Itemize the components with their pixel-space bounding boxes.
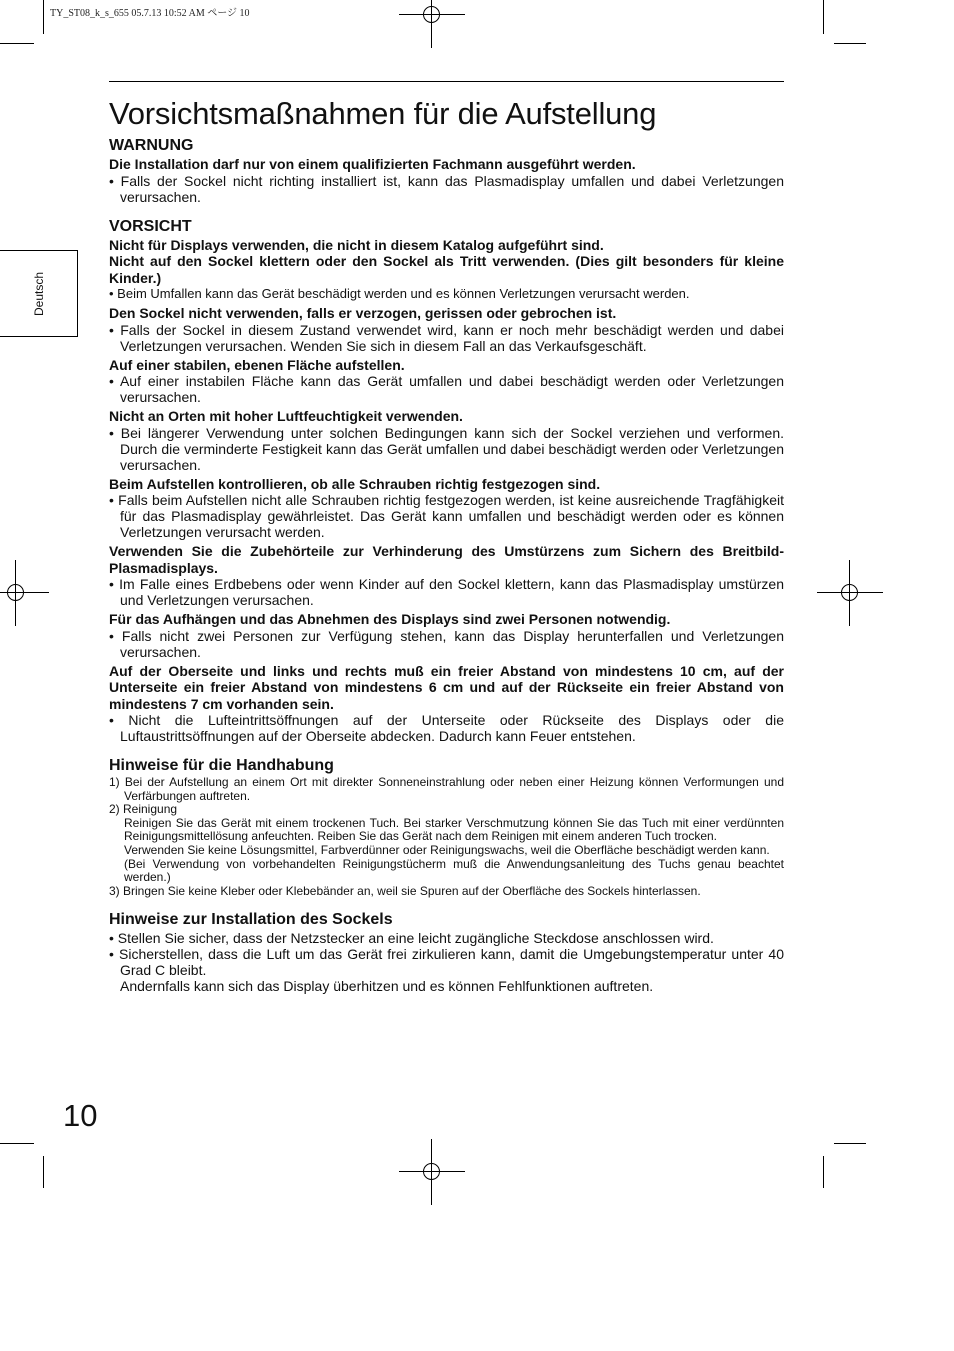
- installation-bullet: • Sicherstellen, dass die Luft um das Gerät frei zirkulieren kann, damit die Umgebungstemperatur unter 40 Grad C bleibt.: [109, 946, 784, 979]
- vorsicht-bullet: • Falls beim Aufstellen nicht alle Schrauben richtig festgezogen werden, ist keine ausreichende Tragfähigkeit für das Plasmadisplay gewährleistet. Das Gerät kann umfallen und beschädigt werden oder es können Verletzungen verursacht werden.: [109, 492, 784, 540]
- installation-heading: Hinweise zur Installation des Sockels: [109, 911, 393, 929]
- page-title: Vorsichtsmaßnahmen für die Aufstellung: [109, 96, 657, 131]
- registration-mark: [399, 1139, 465, 1205]
- vorsicht-bold: Nicht auf den Sockel klettern oder den Sockel als Tritt verwenden. (Dies gilt besonders für kleine Kinder.): [109, 253, 784, 286]
- crop-mark: [43, 0, 44, 34]
- warnung-bullet: • Falls der Sockel nicht richting installiert ist, kann das Plasmadisplay umfallen und dabei Verletzungen verursachen.: [109, 172, 784, 205]
- handhabung-heading: Hinweise für die Handhabung: [109, 757, 334, 774]
- top-rule: [109, 81, 784, 82]
- list-item: 2) Reinigung: [109, 802, 178, 817]
- list-item: 1) Bei der Aufstellung an einem Ort mit direkter Sonneneinstrahlung oder neben einer Heizung können Verformungen und Verfärbungen auftreten.: [109, 775, 784, 803]
- crop-mark: [0, 43, 34, 44]
- registration-mark: [817, 560, 883, 626]
- crop-mark: [823, 0, 824, 34]
- warnung-heading: WARNUNG: [109, 137, 194, 154]
- vorsicht-bold: Für das Aufhängen und das Abnehmen des Displays sind zwei Personen notwendig.: [109, 611, 671, 627]
- list-item: 3) Bringen Sie keine Kleber oder Klebebänder an, weil sie Spuren auf der Oberfläche des Sockels hinterlassen.: [109, 883, 701, 898]
- crop-mark: [834, 1143, 866, 1144]
- vorsicht-bold: Nicht für Displays verwenden, die nicht in diesem Katalog aufgeführt sind.: [109, 236, 604, 253]
- page-content: [109, 96, 784, 994]
- warnung-bold: Die Installation darf nur von einem qualifizierten Fachmann ausgeführt werden.: [109, 156, 636, 172]
- crop-mark: [823, 1156, 824, 1188]
- crop-mark: [0, 1143, 34, 1144]
- vorsicht-bold: Auf einer stabilen, ebenen Fläche aufstellen.: [109, 356, 405, 373]
- vorsicht-bullet: • Nicht die Lufteintrittsöffnungen auf der Unterseite oder Rückseite des Displays oder die Luftaustrittsöffnungen auf der Oberseite abdecken. Dadurch kann Feuer entstehen.: [109, 712, 784, 744]
- print-job-info: TY_ST08_k_s_655 05.7.13 10:52 AM ページ 10: [50, 8, 250, 19]
- crop-mark: [834, 43, 866, 44]
- list-item-text: Verwenden Sie keine Lösungsmittel, Farbverdünner oder Reinigungswachs, weil die Oberfläche beschädigt werden kann.: [124, 842, 770, 857]
- vorsicht-bold: Auf der Oberseite und links und rechts muß ein freier Abstand von mindestens 10 cm, auf der Unterseite ein freier Abstand von mindestens 6 cm und auf der Rückseite ein freier Abstand von mindestens 7 cm vorhanden sein.: [109, 662, 784, 712]
- registration-mark: [399, 0, 465, 48]
- handhabung-list: [109, 776, 784, 898]
- page-number: 10: [63, 1098, 98, 1133]
- crop-mark: [43, 1156, 44, 1188]
- list-item-text: (Bei Verwendung von vorbehandelten Reinigungstücherm muß die Anwendungsanleitung des Tuchs genau beachtet werden.): [124, 856, 784, 885]
- list-item-text: Reinigen Sie das Gerät mit einem trockenen Tuch. Bei starker Verschmutzung können Sie das Tuch mit einer verdünnten Reinigungsmittellösung anfeuchten. Reiben Sie das Gerät nach dem Reinigen mit einem anderen Tuch trocken.: [124, 815, 784, 844]
- language-tab: [0, 250, 78, 337]
- vorsicht-bold: Nicht an Orten mit hoher Luftfeuchtigkeit verwenden.: [109, 408, 463, 424]
- vorsicht-bold: Verwenden Sie die Zubehörteile zur Verhinderung des Umstürzens zum Sichern des Breitbild-Plasmadisplays.: [109, 543, 784, 576]
- installation-bullet-cont: Andernfalls kann sich das Display überhitzen und es können Fehlfunktionen auftreten.: [120, 978, 654, 995]
- vorsicht-bullet: • Im Falle eines Erdbebens oder wenn Kinder auf den Sockel klettern, kann das Plasmadisplay umstürzen und Verletzungen verursachen.: [109, 576, 784, 608]
- registration-mark: [0, 560, 49, 626]
- vorsicht-bullet: • Beim Umfallen kann das Gerät beschädigt werden und es können Verletzungen verursacht werden.: [109, 286, 690, 301]
- vorsicht-bullet: • Bei längerer Verwendung unter solchen Bedingungen kann sich der Sockel verziehen und verformen. Durch die verminderte Festigkeit kann das Gerät umfallen und dabei beschädigt werden oder Verletzungen verursachen.: [109, 424, 784, 473]
- vorsicht-bullet: • Falls nicht zwei Personen zur Verfügung stehen, kann das Display herunterfallen und Verletzungen verursachen.: [109, 627, 784, 660]
- vorsicht-bullet: • Auf einer instabilen Fläche kann das Gerät umfallen und dabei beschädigt werden oder Verletzungen verursachen.: [109, 373, 784, 405]
- installation-bullet: • Stellen Sie sicher, dass der Netzstecker an eine leicht zugängliche Steckdose anschlossen wird.: [109, 930, 714, 947]
- vorsicht-heading: VORSICHT: [109, 217, 192, 235]
- vorsicht-bold: Den Sockel nicht verwenden, falls er verzogen, gerissen oder gebrochen ist.: [109, 305, 617, 321]
- vorsicht-bullet: • Falls der Sockel in diesem Zustand verwendet wird, kann er noch mehr beschädigt werden und dabei Verletzungen verursachen. Wenden Sie sich in diesem Fall an das Verkaufsgeschäft.: [109, 321, 784, 354]
- language-tab-label: Deutsch: [31, 271, 46, 316]
- vorsicht-bold: Beim Aufstellen kontrollieren, ob alle Schrauben richtig festgezogen sind.: [109, 475, 601, 492]
